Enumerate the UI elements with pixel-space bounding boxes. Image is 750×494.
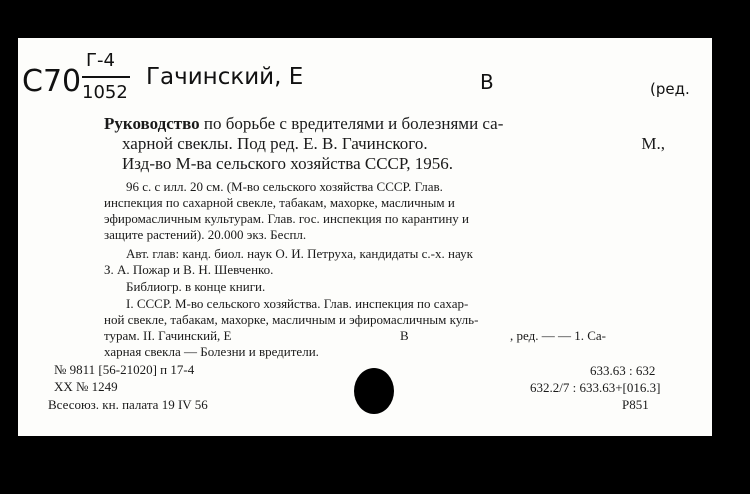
catalog-card (18, 38, 712, 436)
title-line-3: Изд-во М-ва сельского хозяйства СССР, 1956. (122, 154, 453, 173)
footer-registration: № 9811 [56-21020] п 17-4 (54, 362, 195, 377)
tracing-line-4: харная свекла — Болезни и вредители. (104, 344, 319, 359)
tracing-line-3-right: , ред. — — 1. Са- (510, 328, 606, 343)
title-line-2-text: харной свеклы. Под ред. Е. В. Гачинского. (122, 134, 428, 153)
bibliography-note: Библиогр. в конце книги. (126, 279, 266, 294)
footer-udc-1: 633.63 : 632 (590, 363, 656, 378)
footer-number: XX № 1249 (54, 379, 118, 394)
tracing-line-2: ной свекле, табакам, махорке, масличным и эфиромасличным куль- (104, 312, 479, 327)
footer-udc-2: 632.2/7 : 633.63+[016.3] (530, 380, 661, 395)
footer-chamber: Всесоюз. кн. палата 19 IV 56 (48, 397, 208, 412)
title-line-1 (104, 114, 503, 134)
call-number-top: Г-4 (86, 50, 115, 71)
title-line-2 (104, 134, 665, 154)
title-main-word: Руководство (104, 114, 200, 133)
description-line-1: 96 с. с илл. 20 см. (М-во сельского хозяйства СССР. Глав. (126, 179, 443, 194)
call-number-fraction-line (82, 76, 130, 78)
heading-name: Гачинский, Е (146, 64, 304, 90)
call-number-class: С70 (22, 64, 82, 99)
tracing-line-1: I. СССР. М-во сельского хозяйства. Глав. инспекция по сахар- (126, 296, 469, 311)
authors-line-1: Авт. глав: канд. биол. наук О. И. Петруха, кандидаты с.-х. наук (126, 246, 473, 261)
call-number-bottom: 1052 (82, 82, 128, 103)
title-line-2-place: М., (641, 134, 665, 153)
title-line-1-rest: по борьбе с вредителями и болезнями са- (203, 114, 504, 133)
footer-code: Р851 (622, 397, 649, 412)
tracing-line-3-letter: В (400, 328, 409, 343)
description-line-3: эфиромасличным культурам. Глав. гос. инспекция по карантину и (104, 211, 469, 226)
tracing-line-3-left: турам. II. Гачинский, Е (104, 328, 232, 343)
description-line-2: инспекция по сахарной свекле, табакам, махорке, масличным и (104, 195, 455, 210)
heading-letter: В (480, 70, 494, 94)
description-line-4: защите растений). 20.000 экз. Беспл. (104, 227, 307, 242)
heading-editor-note: (ред. (650, 80, 690, 98)
punch-hole (354, 368, 394, 414)
authors-line-2: З. А. Пожар и В. Н. Шевченко. (104, 262, 274, 277)
